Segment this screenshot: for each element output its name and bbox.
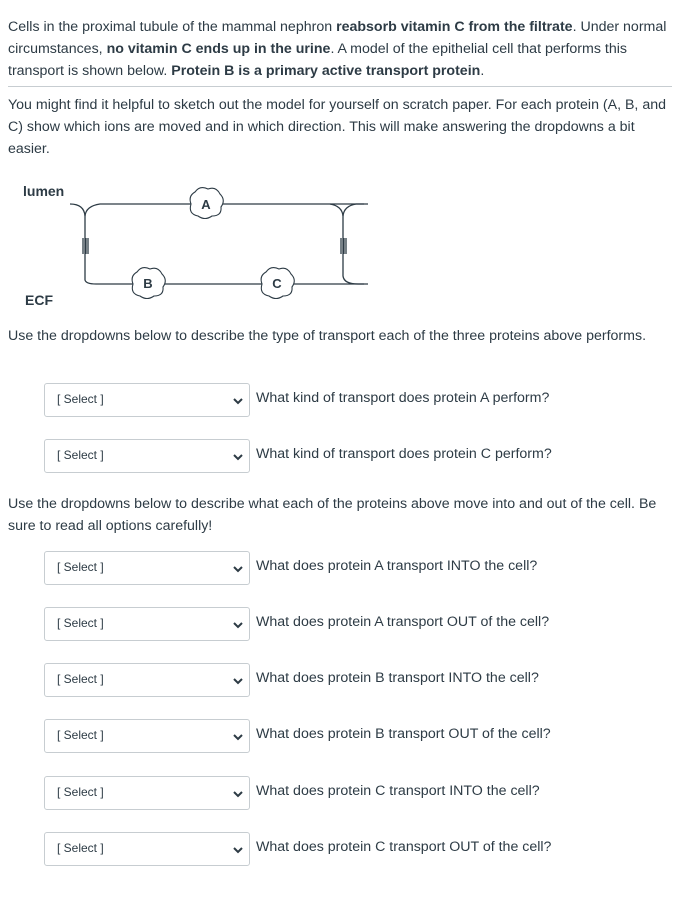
lumen-label: lumen — [23, 183, 65, 199]
select-value: [ Select ] — [57, 392, 104, 406]
chevron-down-icon — [231, 730, 245, 744]
question-row — [44, 832, 674, 868]
intro-text-4: . — [480, 63, 485, 79]
intro-text-3: . A model of the epithelial cell that performs this transport is shown below. — [8, 41, 627, 79]
right-cell-outline — [330, 204, 368, 284]
protein-c — [261, 268, 294, 299]
intro-bold-3: Protein B is a primary active transport protein — [171, 63, 481, 79]
section2-instructions: Use the dropdowns below to describe what each of the proteins above move into and out of the cell. Be sure to read all options carefully! — [8, 496, 657, 534]
question-prompt: What kind of transport does protein C perform? — [256, 446, 552, 462]
question-prompt: What does protein A transport INTO the cell? — [256, 558, 538, 574]
hint-paragraph: You might find it helpful to sketch out the model for yourself on scratch paper. For each protein (A, B, and C) show which ions are moved and in which direction. This will make answering the dropdowns a bit easier. — [8, 97, 666, 157]
select-value: [ Select ] — [57, 448, 104, 462]
select-value: [ Select ] — [57, 841, 104, 855]
chevron-down-icon — [231, 674, 245, 688]
select-value: [ Select ] — [57, 728, 104, 742]
intro-text-1: Cells in the proximal tubule of the mammal nephron — [8, 19, 337, 35]
intro-bold-2: no vitamin C ends up in the urine — [106, 41, 331, 57]
select-value: [ Select ] — [57, 560, 104, 574]
protein-a-label: A — [201, 197, 211, 212]
protein-b-out-select[interactable] — [44, 719, 250, 753]
question-prompt: What does protein B transport INTO the cell? — [256, 670, 539, 686]
protein-a-into-select[interactable] — [44, 551, 250, 585]
chevron-down-icon — [231, 618, 245, 632]
protein-b-label: B — [143, 276, 153, 291]
question-row — [44, 719, 674, 755]
intro-text-2: . Under normal circumstances, — [8, 19, 667, 57]
question-prompt: What does protein B transport OUT of the cell? — [256, 726, 551, 742]
question-prompt: What does protein C transport OUT of the cell? — [256, 839, 552, 855]
question-row — [44, 551, 674, 587]
left-cell-outline — [70, 204, 364, 284]
protein-a — [190, 188, 223, 219]
protein-b-into-select[interactable] — [44, 663, 250, 697]
chevron-down-icon — [231, 843, 245, 857]
chevron-down-icon — [231, 450, 245, 464]
select-value: [ Select ] — [57, 672, 104, 686]
chevron-down-icon — [231, 787, 245, 801]
divider — [8, 86, 672, 87]
question-row — [44, 439, 674, 475]
section1-instructions: Use the dropdowns below to describe the type of transport each of the three proteins above performs. — [8, 328, 647, 344]
ecf-label: ECF — [25, 292, 53, 308]
intro-bold-1: reabsorb vitamin C from the filtrate — [336, 19, 573, 35]
cell-diagram — [0, 176, 400, 316]
protein-c-out-select[interactable] — [44, 832, 250, 866]
question-prompt: What does protein A transport OUT of the cell? — [256, 614, 550, 630]
chevron-down-icon — [231, 394, 245, 408]
question-row — [44, 663, 674, 699]
question-prompt: What kind of transport does protein A perform? — [256, 390, 550, 406]
intro-paragraph — [8, 16, 672, 82]
protein-b — [132, 268, 165, 299]
select-value: [ Select ] — [57, 785, 104, 799]
transport-type-a-select[interactable] — [44, 383, 250, 417]
transport-type-c-select[interactable] — [44, 439, 250, 473]
protein-a-out-select[interactable] — [44, 607, 250, 641]
protein-c-label: C — [272, 276, 282, 291]
protein-c-into-select[interactable] — [44, 776, 250, 810]
select-value: [ Select ] — [57, 616, 104, 630]
chevron-down-icon — [231, 562, 245, 576]
question-row — [44, 776, 674, 812]
question-row — [44, 383, 674, 419]
question-prompt: What does protein C transport INTO the cell? — [256, 783, 540, 799]
question-row — [44, 607, 674, 643]
